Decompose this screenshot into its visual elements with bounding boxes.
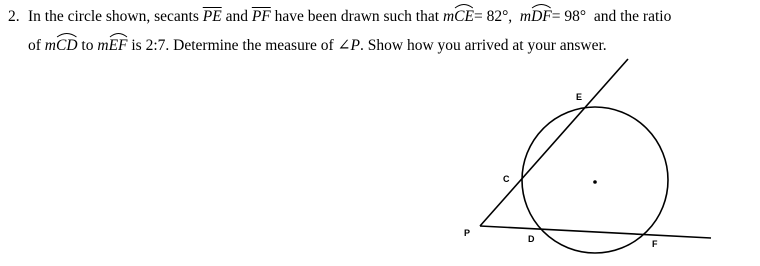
text-comma: , — [508, 8, 513, 25]
arc-cd-label: CD — [56, 37, 78, 54]
value-ce: = 82° — [473, 8, 509, 25]
problem-number: 2. — [8, 8, 20, 25]
text-to: to — [81, 37, 94, 54]
text-end: and the ratio — [593, 8, 672, 25]
text-tail: . Show how you arrived at your answer. — [360, 37, 607, 54]
label-c: C — [503, 174, 510, 184]
circle-center — [593, 180, 597, 184]
label-d: D — [528, 234, 535, 244]
measure-m-ef: m — [97, 37, 109, 54]
text-rest: is 2:7. Determine the measure of — [131, 37, 334, 54]
text-intro: In the circle shown, secants — [28, 8, 199, 25]
circle — [522, 107, 668, 253]
measure-m-df: m — [519, 8, 532, 25]
segment-pe: $\overline{PE}$ — [202, 8, 222, 25]
secant-pe — [480, 59, 628, 226]
text-and: and — [225, 8, 248, 25]
angle-p: ∠P — [337, 37, 361, 54]
label-f: F — [652, 239, 658, 249]
measure-m-cd: m — [44, 37, 56, 54]
secant-pf — [480, 226, 711, 238]
text-of: of — [28, 37, 41, 54]
arc-df-label: DF — [531, 8, 552, 25]
arc-ce-label: CE — [454, 8, 474, 25]
text-mid: have been drawn such that — [274, 8, 440, 25]
arc-ef-label: EF — [108, 37, 128, 54]
segment-pf: $\overline{PF}$ — [251, 8, 271, 25]
label-e: E — [576, 92, 583, 102]
value-df: = 98° — [551, 8, 587, 25]
label-p: P — [464, 228, 471, 238]
measure-m-ce: m — [442, 8, 455, 25]
